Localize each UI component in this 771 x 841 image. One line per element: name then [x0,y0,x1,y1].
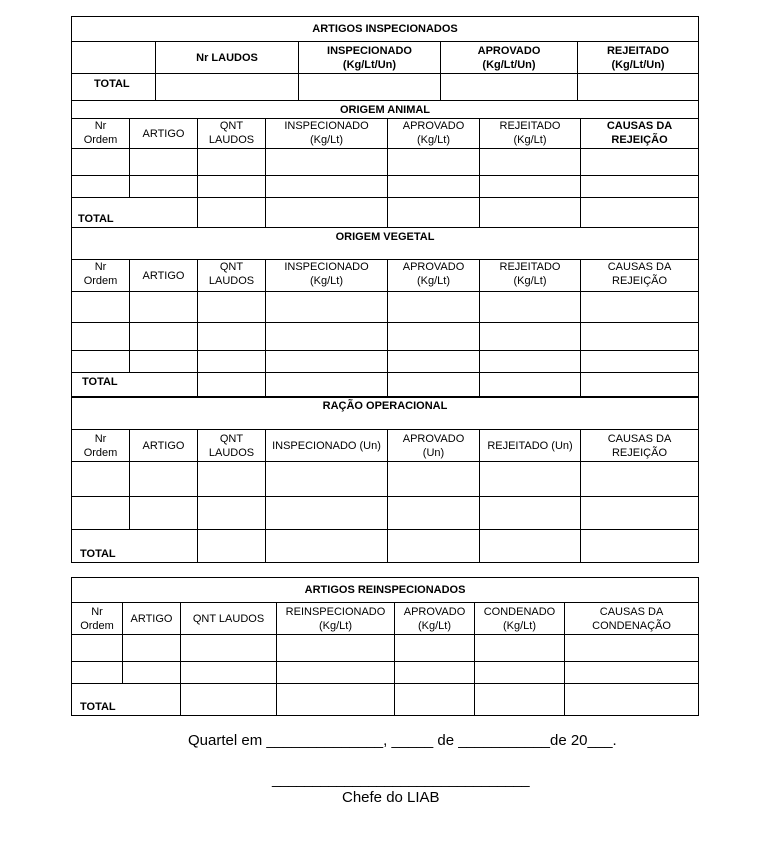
header-aprovado: APROVADO (Kg/Lt) [395,603,475,635]
header-nr-ordem: Nr Ordem [72,119,130,149]
header-nr-ordem: Nr Ordem [72,430,130,462]
header-artigo: ARTIGO [123,603,181,635]
header-rejeitado: REJEITADO (Un) [480,430,581,462]
header-aprovado: APROVADO (Kg/Lt/Un) [441,42,578,74]
header-rejeitado: REJEITADO (Kg/Lt) [480,119,581,149]
header-inspecionado: INSPECIONADO (Un) [266,430,388,462]
racao-total-label: TOTAL [72,530,198,563]
header-artigo: ARTIGO [130,430,198,462]
header-rejeitado: REJEITADO (Kg/Lt) [480,260,581,292]
header-aprovado: APROVADO (Kg/Lt) [388,260,480,292]
reinspected-total-label: TOTAL [72,684,181,716]
header-aprovado: APROVADO (Un) [388,430,480,462]
date-line: Quartel em ______________, _____ de ___________de 20___. [188,732,617,749]
header-artigo: ARTIGO [130,260,198,292]
racao-operacional-table [71,396,699,563]
vegetal-total-label: TOTAL [72,373,198,398]
vegetal-title: ORIGEM VEGETAL [72,228,699,260]
header-qnt-laudos: QNT LAUDOS [198,119,266,149]
header-inspecionado: INSPECIONADO (Kg/Lt) [266,119,388,149]
header-qnt-laudos: QNT LAUDOS [181,603,277,635]
input-cell[interactable] [299,74,441,101]
inspected-total-label: TOTAL [72,74,156,101]
header-inspecionado: INSPECIONADO (Kg/Lt) [266,260,388,292]
animal-title: ORIGEM ANIMAL [72,101,699,119]
header-reinspecionado: REINSPECIONADO (Kg/Lt) [277,603,395,635]
header-artigo: ARTIGO [130,119,198,149]
header-nr-ordem: Nr Ordem [72,260,130,292]
animal-total-label: TOTAL [72,198,198,228]
input-cell[interactable] [578,74,699,101]
racao-title: RAÇÃO OPERACIONAL [72,397,699,430]
input-cell[interactable] [441,74,578,101]
header-nr-ordem: Nr Ordem [72,603,123,635]
header-causas: CAUSAS DA REJEIÇÃO [581,260,699,292]
signature-label: Chefe do LIAB [342,789,440,806]
header-nr-laudos: Nr LAUDOS [156,42,299,74]
inspected-title: ARTIGOS INSPECIONADOS [72,17,699,42]
header-causas-condenacao: CAUSAS DA CONDENAÇÃO [565,603,699,635]
header-qnt-laudos: QNT LAUDOS [198,260,266,292]
signature-line: ________________________________ [272,771,530,788]
inspected-summary-table [71,16,699,101]
header-qnt-laudos: QNT LAUDOS [198,430,266,462]
header-causas: CAUSAS DA REJEIÇÃO [581,430,699,462]
animal-origin-table [71,100,699,228]
vegetal-origin-table [71,227,699,398]
header-rejeitado: REJEITADO (Kg/Lt/Un) [578,42,699,74]
reinspected-table [71,577,699,716]
reinspected-title: ARTIGOS REINSPECIONADOS [72,578,699,603]
header-inspecionado: INSPECIONADO (Kg/Lt/Un) [299,42,441,74]
header-causas: CAUSAS DA REJEIÇÃO [581,119,699,149]
input-cell[interactable] [156,74,299,101]
header-condenado: CONDENADO (Kg/Lt) [475,603,565,635]
header-aprovado: APROVADO (Kg/Lt) [388,119,480,149]
